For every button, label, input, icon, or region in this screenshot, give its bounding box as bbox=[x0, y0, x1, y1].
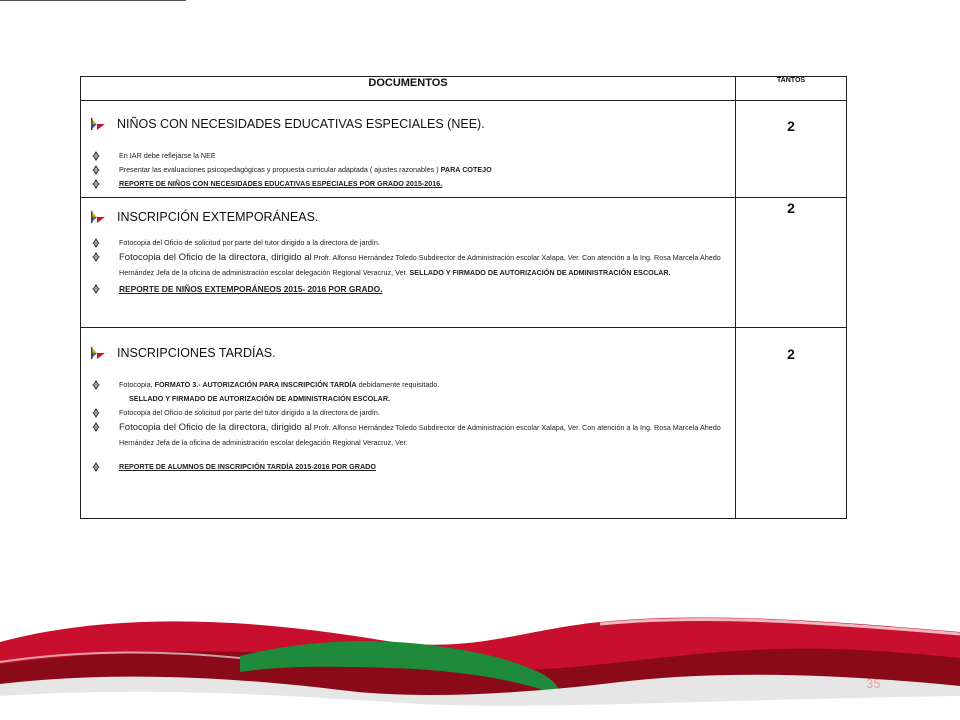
header-tantos: TANTOS bbox=[736, 77, 847, 101]
section-title-text: NIÑOS CON NECESIDADES EDUCATIVAS ESPECIALES (NEE). bbox=[117, 117, 485, 131]
diamond-bullet-icon bbox=[89, 236, 103, 250]
list-item: En IAR debe reflejarse la NEE bbox=[81, 149, 735, 163]
section-extemporaneas-row bbox=[81, 198, 847, 328]
count-cell bbox=[736, 198, 847, 328]
decorative-ribbon bbox=[0, 600, 960, 720]
list-item: Presentar las evaluaciones psicopedagógicas y propuesta curricular adaptada ( ajustes razonables ) PARA COTEJO bbox=[81, 163, 735, 177]
list-item: Fotocopia del Oficio de la directora, dirigido al Profr. Alfonso Hernández Toledo Subdirector de Administración escolar Xalapa, Ver. Con atención a la Ing. Rosa Marcela Ahedo Hernández Jefa de la oficina de administración escolar delegación Regional Veracruz, Ver. SELLADO Y FIRMADO DE AUTORIZACIÓN DE ADMINISTRACIÓN ESCOLAR. bbox=[81, 250, 735, 280]
section-title bbox=[81, 210, 735, 224]
diamond-bullet-icon bbox=[89, 378, 103, 392]
list-item: Fotocopia del Oficio de la directora, dirigido al Profr. Alfonso Hernández Toledo Subdirector de Administración escolar Xalapa, Ver. Con atención a la Ing. Rosa Marcela Ahedo Hernández Jefa de la oficina de administración escolar delegación Regional Veracruz, Ver. bbox=[81, 420, 735, 450]
header-row bbox=[81, 77, 847, 101]
section-nee-row bbox=[81, 101, 847, 198]
diamond-bullet-icon bbox=[89, 149, 103, 163]
list-item: REPORTE DE ALUMNOS DE INSCRIPCIÓN TARDÍA 2015-2016 POR GRADO bbox=[81, 460, 735, 474]
diamond-bullet-icon bbox=[89, 163, 103, 177]
section-title bbox=[81, 346, 735, 360]
flag-bullet-icon bbox=[87, 347, 109, 359]
diamond-bullet-icon bbox=[89, 420, 103, 434]
diamond-bullet-icon bbox=[89, 282, 103, 296]
diamond-bullet-icon bbox=[89, 406, 103, 420]
section-title-text: INSCRIPCIONES TARDÍAS. bbox=[117, 346, 276, 360]
count-cell bbox=[736, 328, 847, 519]
list-item: Fotocopia del Oficio de solicitud por parte del tutor dirigido a la directora de jardín. bbox=[81, 236, 735, 250]
top-rule bbox=[0, 0, 186, 1]
page-number: 35 bbox=[866, 676, 881, 691]
list-item: SELLADO Y FIRMADO DE AUTORIZACIÓN DE ADMINISTRACIÓN ESCOLAR. bbox=[129, 394, 391, 403]
count-cell bbox=[736, 101, 847, 198]
list-item: REPORTE DE NIÑOS EXTEMPORÁNEOS 2015- 2016 POR GRADO. bbox=[81, 282, 735, 296]
documents-table bbox=[80, 76, 847, 519]
section-title bbox=[81, 117, 735, 131]
count-value: 2 bbox=[787, 346, 795, 362]
flag-bullet-icon bbox=[87, 118, 109, 130]
diamond-bullet-icon bbox=[89, 460, 103, 474]
header-documentos: DOCUMENTOS bbox=[81, 77, 736, 101]
diamond-bullet-icon bbox=[89, 250, 103, 264]
flag-bullet-icon bbox=[87, 211, 109, 223]
list-item: Fotocopia, FORMATO 3.- AUTORIZACIÓN PARA INSCRIPCIÓN TARDÍA debidamente requisitado. bbox=[81, 378, 735, 392]
count-value: 2 bbox=[787, 118, 795, 134]
diamond-bullet-icon bbox=[89, 177, 103, 191]
list-item: Fotocopia del Oficio de solicitud por parte del tutor dirigido a la directora de jardín. bbox=[81, 406, 735, 420]
section-tardias-row bbox=[81, 328, 847, 519]
count-value: 2 bbox=[787, 200, 795, 216]
list-item: REPORTE DE NIÑOS CON NECESIDADES EDUCATIVAS ESPECIALES POR GRADO 2015-2016. bbox=[81, 177, 735, 191]
section-title-text: INSCRIPCIÓN EXTEMPORÁNEAS. bbox=[117, 210, 319, 224]
